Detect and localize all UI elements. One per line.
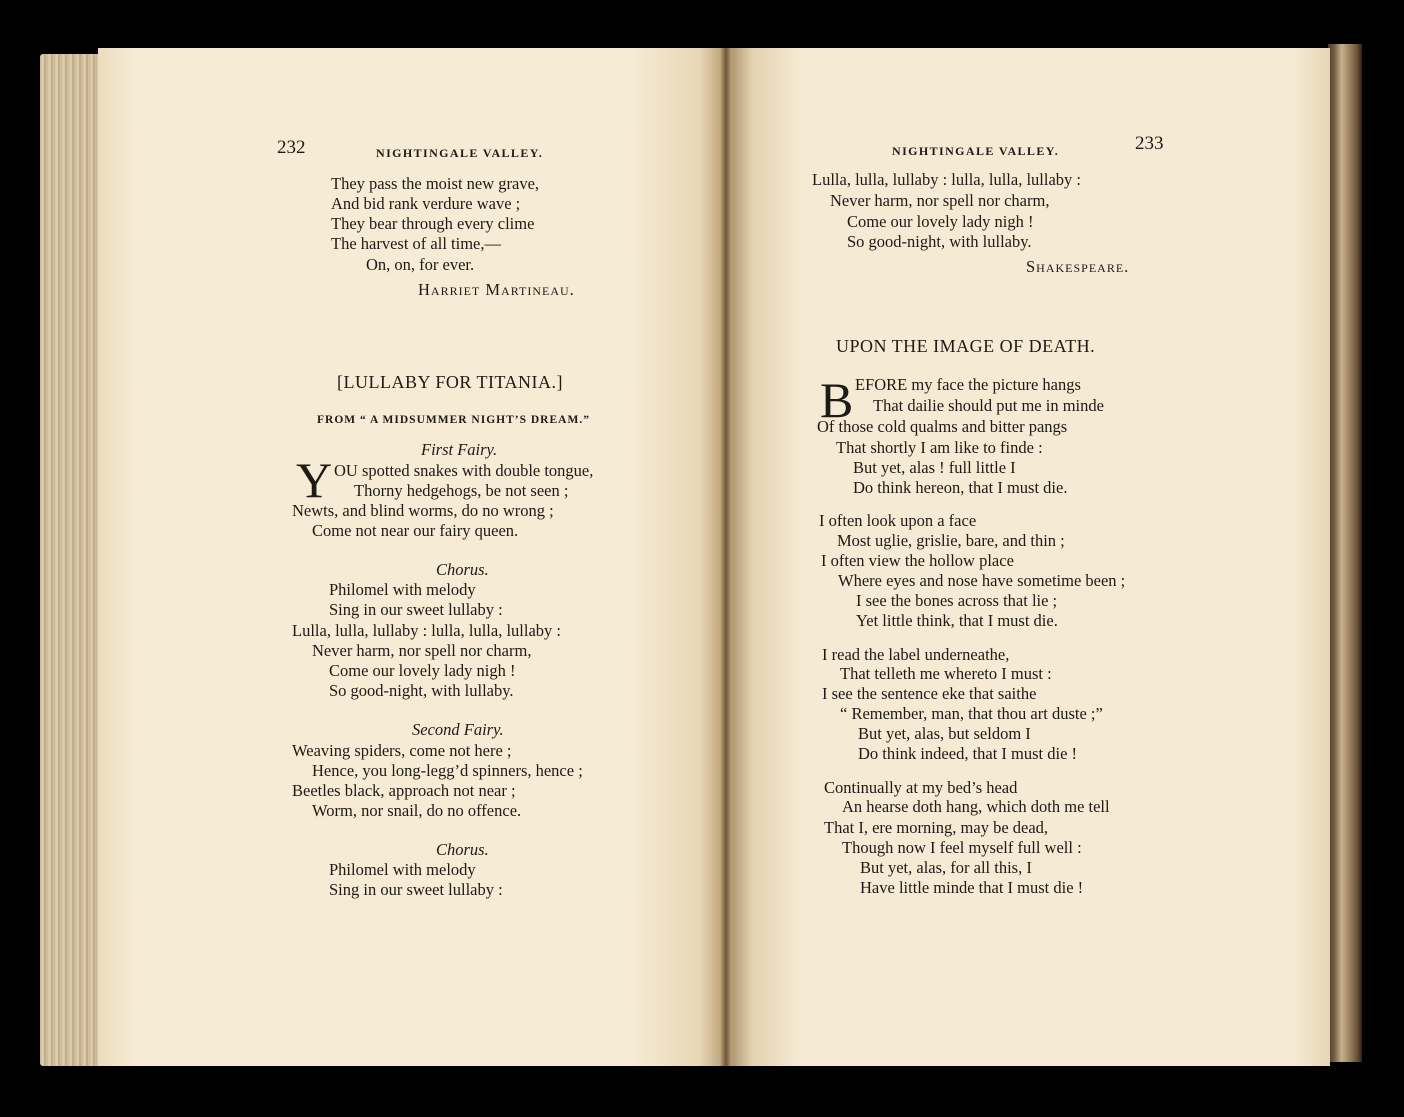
attribution-shakespeare: Shakespeare. [1026,257,1130,276]
poem-line: Yet little think, that I must die. [856,611,1058,630]
poem-line: Worm, nor snail, do no offence. [312,801,522,820]
poem-line: Do think indeed, that I must die ! [858,744,1078,763]
poem-line: That shortly I am like to finde : [836,438,1043,457]
poem-line: Lulla, lulla, lullaby : lulla, lulla, lullaby : [812,170,1081,189]
poem-line: Newts, and blind worms, do no wrong ; [292,501,554,520]
poem-line: On, on, for ever. [366,255,475,274]
poem-line: But yet, alas ! full little I [853,458,1016,477]
poem-line: Do think hereon, that I must die. [853,478,1068,497]
poem-line: Though now I feel myself full well : [842,838,1082,857]
poem-line: Beetles black, approach not near ; [292,781,516,800]
poem-line: Have little minde that I must die ! [860,878,1084,897]
poem-line: But yet, alas, but seldom I [858,724,1031,743]
poem-line: I often view the hollow place [821,551,1014,570]
drop-cap-b: B [820,372,854,428]
poem-line: That dailie should put me in minde [873,396,1104,415]
poem-line: I often look upon a face [819,511,977,530]
chorus-heading: Chorus. [436,560,489,579]
poem-line: I read the label underneathe, [822,645,1010,664]
poem-line: Sing in our sweet lullaby : [329,600,503,619]
poem-line: Weaving spiders, come not here ; [292,741,512,760]
poem-line: Most uglie, grislie, bare, and thin ; [837,531,1065,550]
attribution-martineau: Harriet Martineau. [418,280,575,299]
poem-line: They bear through every clime [331,214,535,233]
poem-line: An hearse doth hang, which doth me tell [842,797,1110,816]
poem-line: Where eyes and nose have sometime been ; [838,571,1126,590]
poem-line: OU spotted snakes with double tongue, [334,461,594,480]
open-book [40,40,1362,1070]
poem-title-death: UPON THE IMAGE OF DEATH. [836,336,1096,356]
poem-line: Lulla, lulla, lullaby : lulla, lulla, lullaby : [292,621,561,640]
poem-subtitle: FROM “ A MIDSUMMER NIGHT’S DREAM.” [317,414,590,426]
poem-line: Never harm, nor spell nor charm, [312,641,532,660]
poem-line: Never harm, nor spell nor charm, [830,191,1050,210]
poem-line: They pass the moist new grave, [331,174,540,193]
poem-line: Philomel with melody [329,580,476,599]
left-running-head: NIGHTINGALE VALLEY. [376,146,544,160]
poem-line: And bid rank verdure wave ; [331,194,521,213]
right-page-number: 233 [1135,133,1164,154]
poem-title-lullaby: [LULLABY FOR TITANIA.] [337,372,564,392]
book-gutter [720,48,732,1066]
poem-line: I see the bones across that lie ; [856,591,1058,610]
poem-line: The harvest of all time,— [331,234,501,253]
poem-line: Philomel with melody [329,860,476,879]
second-fairy-heading: Second Fairy. [412,720,504,739]
page-edges-right [1328,44,1362,1062]
left-page-number: 232 [277,137,306,158]
page-edges-left [40,54,102,1066]
poem-line: That I, ere morning, may be dead, [824,818,1049,837]
poem-line: Sing in our sweet lullaby : [329,880,503,899]
chorus-heading-2: Chorus. [436,840,489,859]
poem-line: Come not near our fairy queen. [312,521,519,540]
poem-line: But yet, alas, for all this, I [860,858,1032,877]
poem-line: Of those cold qualms and bitter pangs [817,417,1068,436]
poem-line: Hence, you long-legg’d spinners, hence ; [312,761,583,780]
first-fairy-heading: First Fairy. [421,440,498,459]
poem-line: So good-night, with lullaby. [329,681,514,700]
right-running-head: NIGHTINGALE VALLEY. [892,144,1060,158]
poem-line: “ Remember, man, that thou art duste ;” [840,704,1103,723]
poem-line: So good-night, with lullaby. [847,232,1032,251]
poem-line: Come our lovely lady nigh ! [329,661,516,680]
drop-cap-y: Y [296,452,333,508]
poem-line: Continually at my bed’s head [824,778,1018,797]
poem-line: That telleth me whereto I must : [840,664,1052,683]
poem-line: Come our lovely lady nigh ! [847,212,1034,231]
poem-line: Thorny hedgehogs, be not seen ; [354,481,569,500]
poem-line: I see the sentence eke that saithe [822,684,1037,703]
poem-line: EFORE my face the picture hangs [855,375,1081,394]
